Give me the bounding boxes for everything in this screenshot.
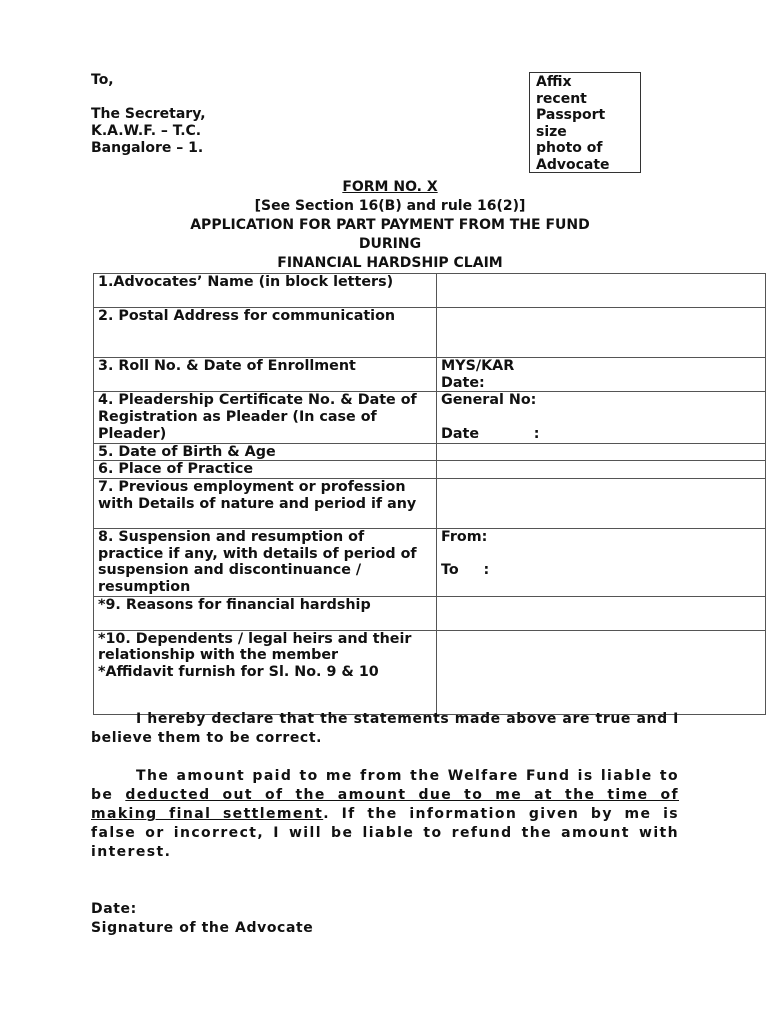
liability-statement <box>91 767 679 862</box>
field-value[interactable] <box>437 478 766 528</box>
table-row <box>94 630 766 714</box>
liability-text: The amount paid to me from the Welfare Fund is liable to be <box>91 768 679 803</box>
field-value[interactable] <box>437 392 766 443</box>
form-title: DURING <box>358 236 422 252</box>
addressee-line: K.A.W.F. – T.C. <box>91 123 202 139</box>
field-label: 1.Advocates’ Name (in block letters) <box>94 274 437 308</box>
field-label <box>94 630 437 714</box>
table-row <box>94 392 766 443</box>
signature-label: Signature of the Advocate <box>91 920 314 936</box>
general-no-label: General No: <box>441 392 537 409</box>
enrollment-date-label: Date: <box>441 374 485 391</box>
photo-box-text: photo of <box>536 140 603 157</box>
form-title: FINANCIAL HARDSHIP CLAIM <box>277 255 503 271</box>
form-reference: [See Section 16(B) and rule 16(2)] <box>254 198 526 214</box>
photo-box-text: Advocate <box>536 156 610 173</box>
from-label: From: <box>441 528 488 545</box>
field-label: 3. Roll No. & Date of Enrollment <box>94 358 437 392</box>
to-date-label: To : <box>441 562 490 579</box>
table-row <box>94 478 766 528</box>
photo-box <box>529 72 641 173</box>
table-row <box>94 443 766 461</box>
field-label: 4. Pleadership Certificate No. & Date of Registration as Pleader (In case of Pleader) <box>94 392 437 443</box>
field-value[interactable] <box>437 596 766 630</box>
date-label: Date: <box>91 901 137 917</box>
field-label: 8. Suspension and resumption of practice if any, with details of period of suspension and discontinuance / resumption <box>94 528 437 596</box>
field-value[interactable] <box>437 308 766 358</box>
table-row <box>94 358 766 392</box>
field-label: *9. Reasons for financial hardship <box>94 596 437 630</box>
field-label: 2. Postal Address for communication <box>94 308 437 358</box>
signature-block <box>91 900 313 938</box>
dependents-label: *10. Dependents / legal heirs and their relationship with the member <box>98 630 412 664</box>
table-row <box>94 308 766 358</box>
to-label: To, <box>91 72 114 88</box>
field-value[interactable] <box>437 443 766 461</box>
field-value[interactable] <box>437 630 766 714</box>
addressee-line: The Secretary, <box>91 106 206 122</box>
declaration-statement: I hereby declare that the statements made above are true and I believe them to be correct. <box>91 711 679 746</box>
table-row <box>94 596 766 630</box>
addressee-block <box>91 72 206 157</box>
field-value[interactable] <box>437 528 766 596</box>
field-label: 7. Previous employment or profession with Details of nature and period if any <box>94 478 437 528</box>
form-heading <box>90 178 690 273</box>
addressee-line: Bangalore – 1. <box>91 140 204 156</box>
affidavit-note: *Affidavit furnish for Sl. No. 9 & 10 <box>98 664 379 681</box>
photo-box-text: size <box>536 123 567 140</box>
field-value[interactable] <box>437 358 766 392</box>
declaration <box>91 710 679 862</box>
table-row <box>94 274 766 308</box>
field-value[interactable] <box>437 274 766 308</box>
photo-box-text: Passport <box>536 107 606 124</box>
liability-underlined-text: deducted out of the amount due to me at the time of making final settlement <box>91 787 680 822</box>
registration-date-label: Date : <box>441 425 540 442</box>
table-row <box>94 461 766 479</box>
field-value[interactable] <box>437 461 766 479</box>
photo-box-text: Affix <box>536 74 572 90</box>
field-label: 6. Place of Practice <box>94 461 437 479</box>
liability-text: . If the information given by me is false or incorrect, I will be liable to refund the amount with interest. <box>91 806 680 860</box>
field-label: 5. Date of Birth & Age <box>94 443 437 461</box>
photo-box-text: recent <box>536 90 587 107</box>
form-title: APPLICATION FOR PART PAYMENT FROM THE FUND <box>190 217 590 233</box>
application-form-table <box>93 273 766 715</box>
roll-prefix: MYS/KAR <box>441 358 515 374</box>
table-row <box>94 528 766 596</box>
form-number: FORM NO. X <box>342 179 438 195</box>
